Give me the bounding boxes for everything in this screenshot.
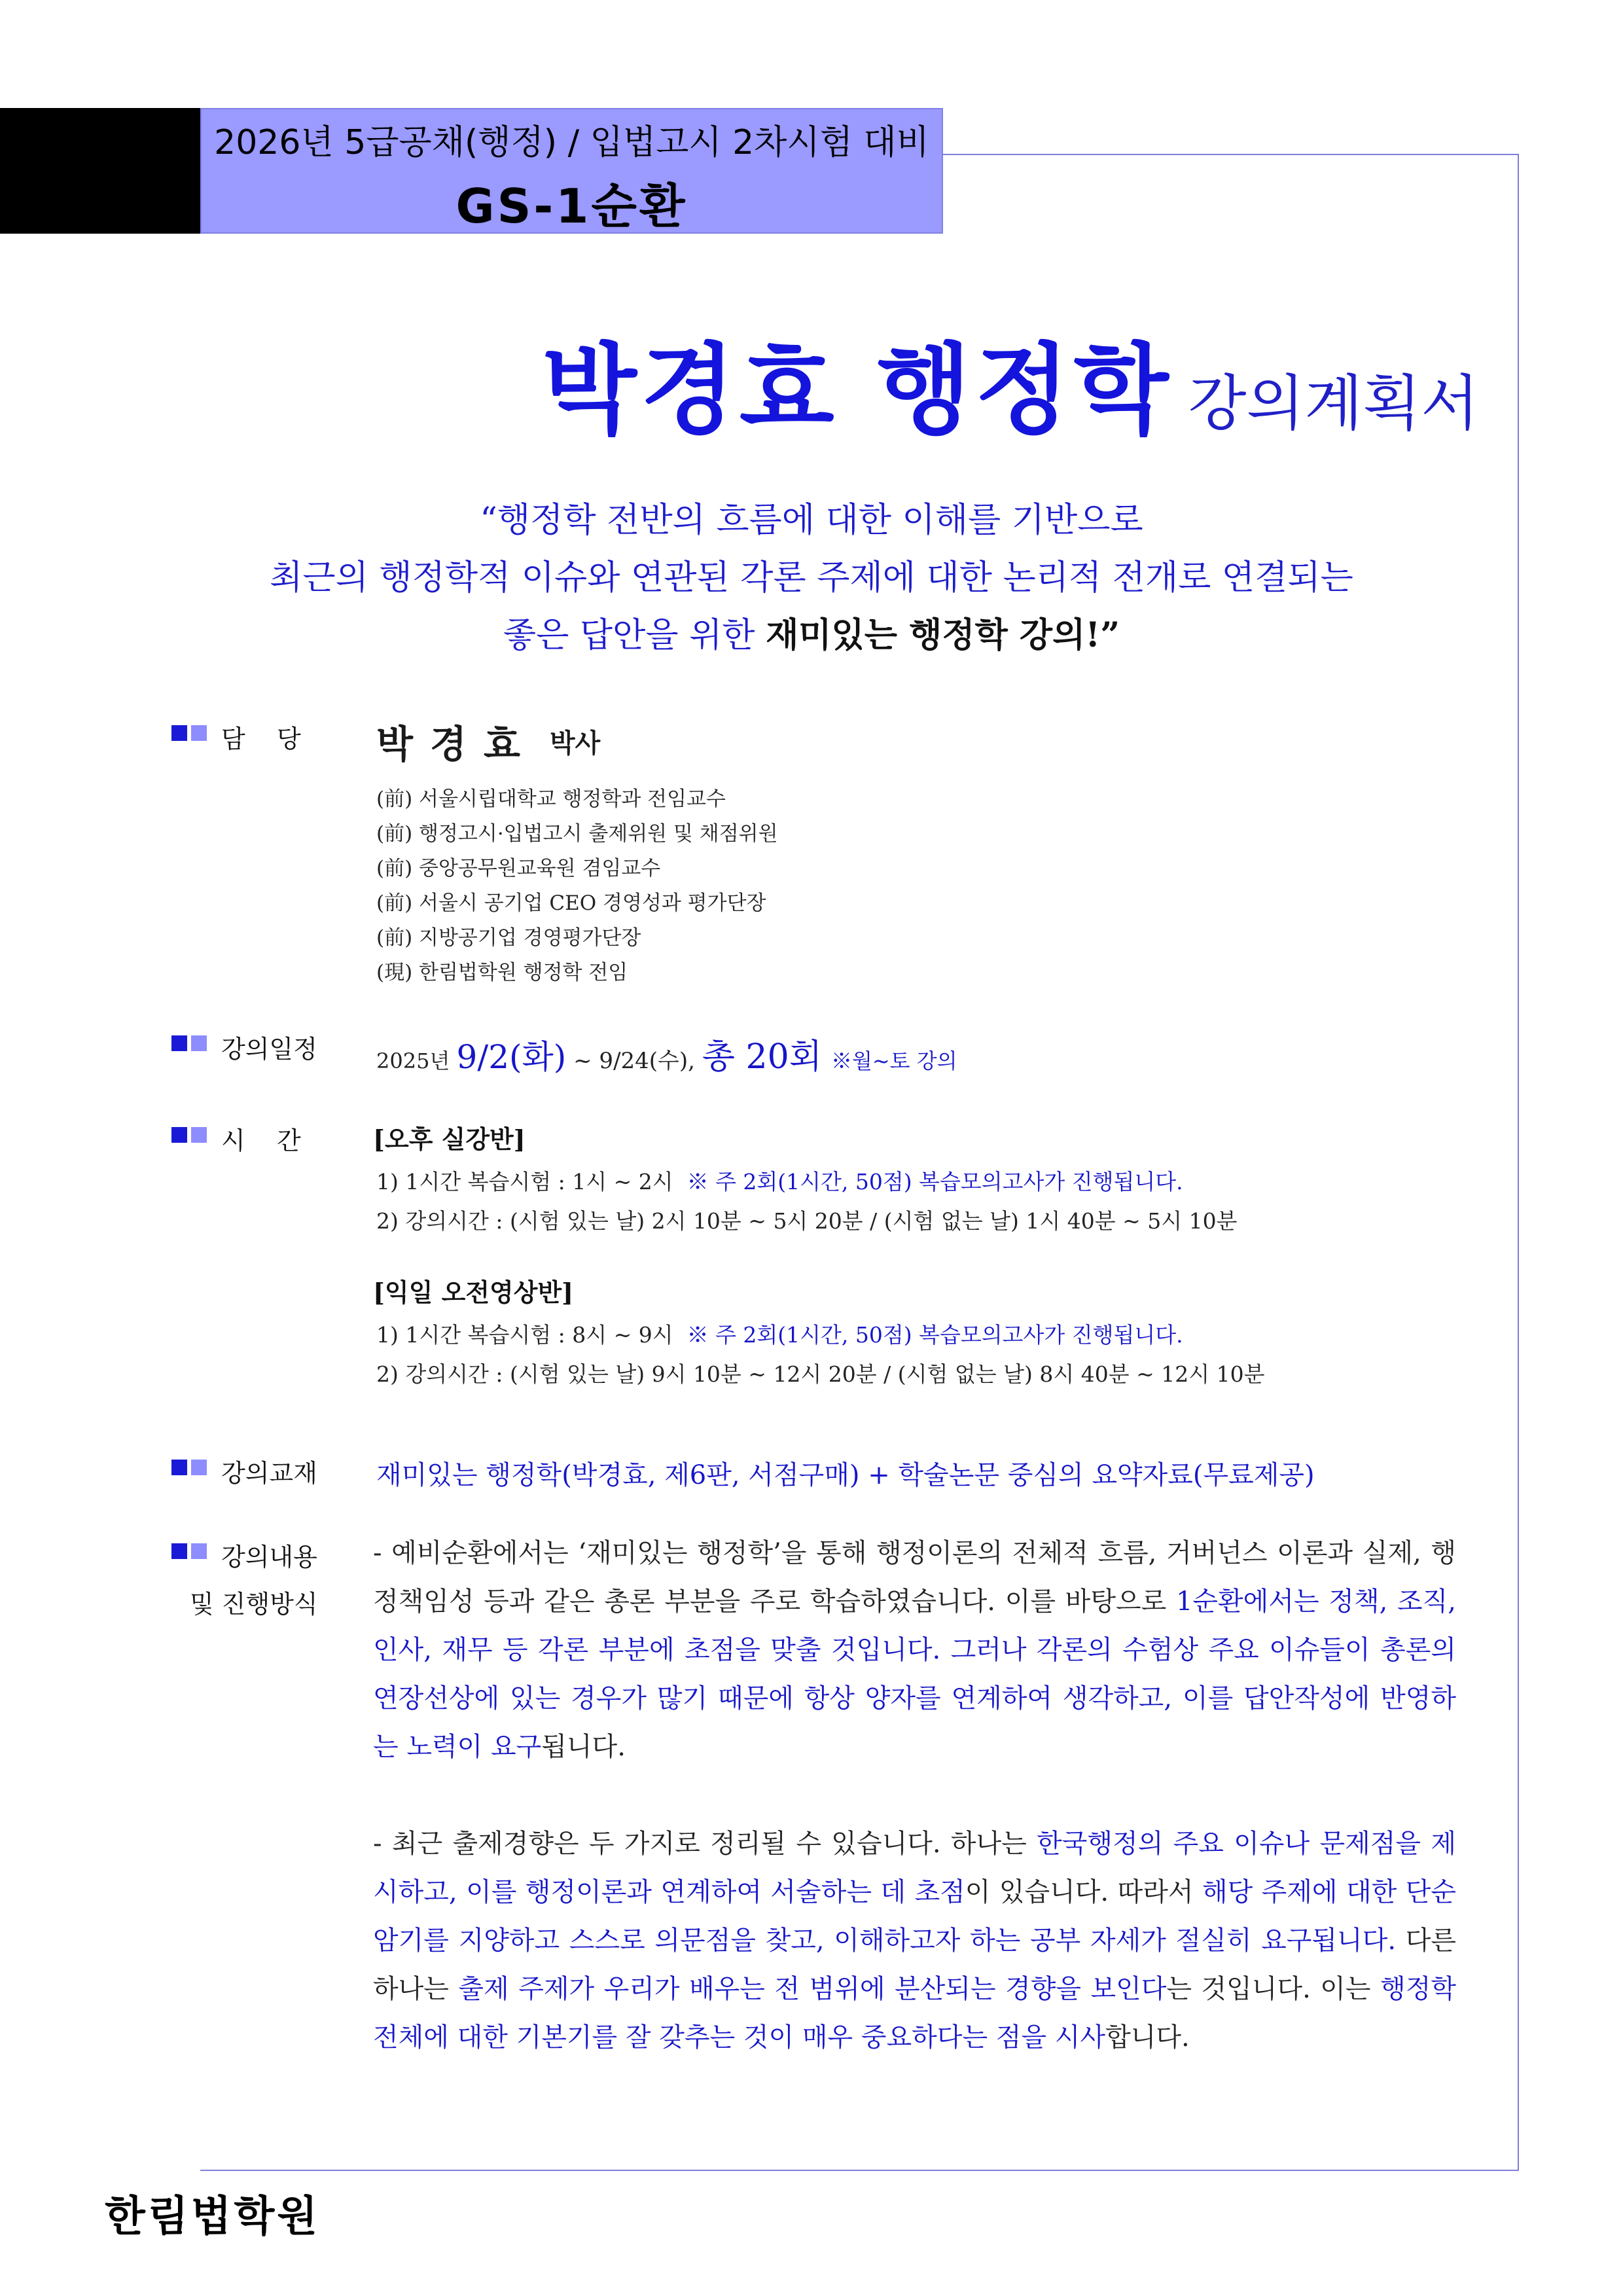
career-item: (前) 행정고시·입법고시 출제위원 및 채점위원 <box>376 822 778 846</box>
p2-text-b: 한국행정의 주요 이슈나 문제점을 제시하고, 이를 행정이론과 연계하여 서술하는 데 초점 <box>373 1829 1456 1907</box>
schedule-note: ※월~토 강의 <box>830 1049 957 1073</box>
time-label: 시 간 <box>221 1126 301 1155</box>
schedule-start: 9/2(화) <box>456 1038 567 1076</box>
header-banner <box>200 108 943 234</box>
p1-text-b: 1순환에서는 정책, 조직, 인사, 재무 등 각론 부분에 초점을 맞출 것입니다. 그러나 각론의 수험상 주요 이슈들이 총론의 연장선상에 있는 경우가 많기 때문에 항상 양자를 연계하여 생각하고, 이를 답안작성에 반영하는 노력이 요구 <box>373 1587 1456 1762</box>
p2-text-c: 이 있습니다. 따라서 <box>965 1877 1202 1907</box>
title-main: 박경효 행정학 <box>542 334 1173 448</box>
bullet-square-icon <box>171 1035 187 1051</box>
quote-line-2: 최근의 행정학적 이슈와 연관된 각론 주제에 대한 논리적 전개로 연결되는 <box>270 558 1353 598</box>
morning-heading: [익일 오전영상반] <box>373 1278 574 1307</box>
schedule-value <box>376 1029 957 1078</box>
afternoon-heading: [오후 실강반] <box>373 1124 526 1154</box>
quote-line-3 <box>0 607 1623 656</box>
schedule-label: 강의일정 <box>221 1035 317 1064</box>
quote-line-3-a: 좋은 답안을 위한 <box>503 616 766 655</box>
morning-line-2: 2) 강의시간 : (시험 있는 날) 9시 10분 ~ 12시 20분 / (시험 없는 날) 8시 40분 ~ 12시 10분 <box>376 1361 1265 1387</box>
textbook-value: 재미있는 행정학(박경효, 제6판, 서점구매) + 학술논문 중심의 요약자료(무료제공) <box>376 1460 1315 1490</box>
bullet-square-icon <box>191 1035 207 1051</box>
afternoon-line-1 <box>376 1165 1183 1196</box>
p2-text-i: 합니다. <box>1105 2022 1190 2053</box>
bullet-square-icon <box>171 1127 187 1143</box>
bullet-square-icon <box>171 1460 187 1475</box>
page-frame-bottom <box>200 2170 1519 2171</box>
schedule-total: 총 20회 <box>702 1037 822 1077</box>
p1-text-a: - 예비순환에서는 ‘재미있는 행정학’을 통해 행정이론의 전체적 흐름, 거버넌스 이론과 실제, 행정책임성 등과 같은 총론 부분을 주로 학습하였습니다. 이를 바탕으로 <box>373 1538 1456 1617</box>
p2-text-h: 행정학 전체에 대한 기본기를 잘 갖추는 것이 매우 중요하다는 점을 시사 <box>373 1974 1456 2053</box>
p2-text-f: 출제 주제가 우리가 배우는 전 범위에 분산되는 경향을 보인다 <box>458 1974 1167 2004</box>
bullet-square-icon <box>191 1127 207 1143</box>
p2-text-e: 다른 하나는 <box>373 1926 1457 2004</box>
bullet-square-icon <box>191 725 207 741</box>
quote-line-3-b: 재미있는 행정학 강의! <box>766 615 1101 655</box>
bullet-square-icon <box>191 1460 207 1475</box>
morning-line-1-note: ※ 주 2회(1시간, 50점) 복습모의고사가 진행됩니다. <box>687 1322 1183 1348</box>
morning-line-1-text: 1) 1시간 복습시험 : 8시 ~ 9시 <box>376 1322 673 1348</box>
instructor-name: 박경효 <box>376 722 538 766</box>
afternoon-line-2: 2) 강의시간 : (시험 있는 날) 2시 10분 ~ 5시 20분 / (시험 없는 날) 1시 40분 ~ 5시 10분 <box>376 1208 1238 1234</box>
quote-line-3-c: ” <box>1100 615 1120 655</box>
p2-text-g: 는 것입니다. 이는 <box>1166 1974 1381 2004</box>
instructor-title: 박사 <box>550 728 601 759</box>
content-label-2: 및 진행방식 <box>190 1590 318 1619</box>
bullet-square-icon <box>171 1543 187 1559</box>
header-subtitle: 2026년 5급공채(행정) / 입법고시 2차시험 대비 <box>214 123 929 162</box>
quote-line-1: “행정학 전반의 흐름에 대한 이해를 기반으로 <box>480 501 1143 540</box>
afternoon-line-1-note: ※ 주 2회(1시간, 50점) 복습모의고사가 진행됩니다. <box>687 1169 1183 1194</box>
textbook-label: 강의교재 <box>221 1459 317 1488</box>
header-black-block <box>0 108 200 234</box>
header-course-name: GS-1순환 <box>455 179 688 234</box>
career-item: (前) 지방공기업 경영평가단장 <box>376 926 641 950</box>
content-paragraph-2 <box>373 1820 1456 2062</box>
career-item: (前) 중앙공무원교육원 겸임교수 <box>376 857 661 880</box>
bullet-square-icon <box>171 725 187 741</box>
schedule-year: 2025년 <box>376 1049 457 1073</box>
afternoon-line-1-text: 1) 1시간 복습시험 : 1시 ~ 2시 <box>376 1169 673 1194</box>
content-paragraph-1 <box>373 1529 1456 1771</box>
p2-text-a: - 최근 출제경향은 두 가지로 정리될 수 있습니다. 하나는 <box>373 1829 1037 1859</box>
instructor-label: 담 당 <box>221 725 301 753</box>
career-item: (前) 서울시 공기업 CEO 경영성과 평가단장 <box>376 891 766 915</box>
morning-line-1 <box>376 1318 1183 1349</box>
content-label-1: 강의내용 <box>221 1543 317 1571</box>
career-item: (現) 한림법학원 행정학 전임 <box>376 961 628 984</box>
bullet-square-icon <box>191 1543 207 1559</box>
career-item: (前) 서울시립대학교 행정학과 전임교수 <box>376 787 726 811</box>
p1-text-c: 됩니다. <box>541 1732 626 1762</box>
page-title <box>542 311 1479 452</box>
schedule-end: ~ 9/24(수), <box>566 1048 702 1074</box>
title-sub: 강의계획서 <box>1188 368 1479 439</box>
academy-logo: 한림법학원 <box>105 2193 321 2241</box>
p2-text-d: 해당 주제에 대한 단순 암기를 지양하고 스스로 의문점을 찾고, 이해하고자 하는 공부 자세가 절실히 요구됩니다. <box>373 1877 1457 1956</box>
